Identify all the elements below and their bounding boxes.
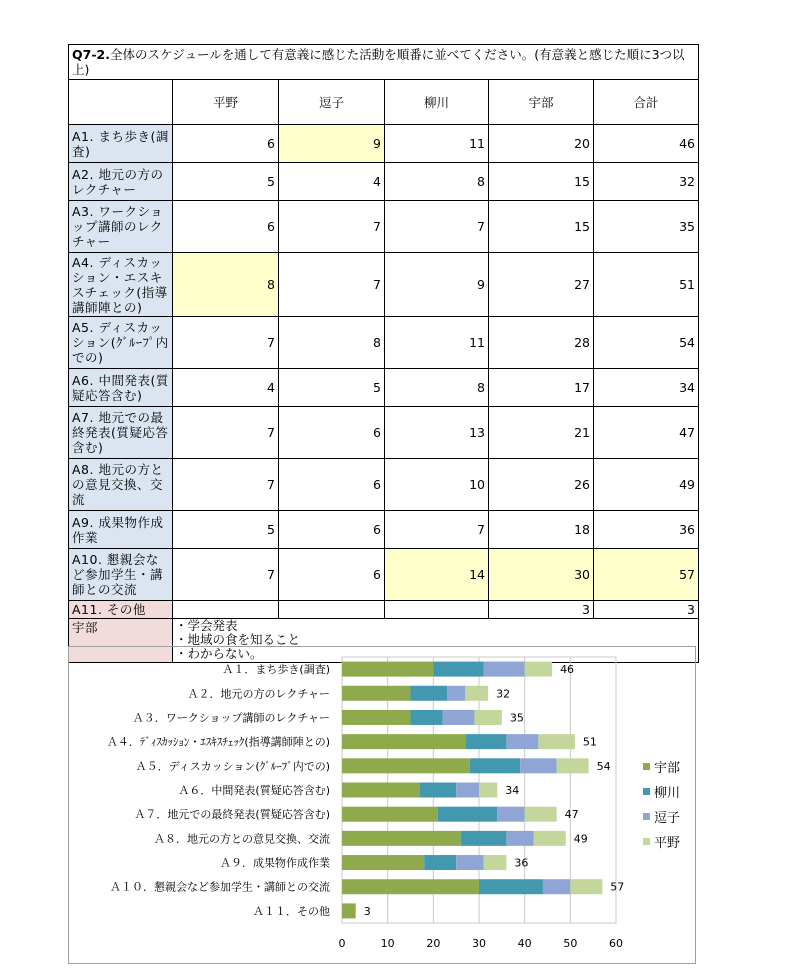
category-label: Ａ１０．懇親会など参加学生・講師との交流 bbox=[110, 880, 330, 894]
table-cell: 14 bbox=[385, 549, 489, 601]
total-label: 3 bbox=[363, 904, 371, 918]
bar-segment bbox=[525, 662, 552, 677]
bar-segment bbox=[342, 758, 470, 773]
table-cell: 20 bbox=[489, 125, 594, 163]
table-cell bbox=[279, 601, 385, 619]
bar-segment bbox=[424, 855, 456, 870]
note-line: ・地域の食を知ること bbox=[175, 632, 301, 647]
table-cell: 47 bbox=[594, 407, 699, 459]
column-header: 逗子 bbox=[279, 80, 385, 125]
note-line: ・わからない。 bbox=[175, 646, 263, 661]
bar-segment bbox=[534, 831, 566, 846]
row-label: A8. 地元の方との意見交換、交流 bbox=[69, 459, 173, 511]
table-cell bbox=[385, 601, 489, 619]
table-cell: 18 bbox=[489, 511, 594, 549]
bar-segment bbox=[520, 758, 557, 773]
table-cell: 30 bbox=[489, 549, 594, 601]
bar-segment bbox=[456, 783, 479, 798]
category-label: Ａ５．ディスカッション(ｸﾞﾙｰﾌﾟ内での) bbox=[135, 759, 330, 773]
table-title bbox=[69, 45, 699, 80]
bar-segment bbox=[465, 686, 488, 701]
table-row bbox=[69, 253, 699, 317]
table-row bbox=[69, 407, 699, 459]
table-cell: 7 bbox=[173, 317, 279, 369]
row-label: A5. ディスカッション(ｸﾞﾙｰﾌﾟ内での) bbox=[69, 317, 173, 369]
table-cell: 27 bbox=[489, 253, 594, 317]
table-cell: 6 bbox=[173, 201, 279, 253]
table-row bbox=[69, 163, 699, 201]
table-cell: 21 bbox=[489, 407, 594, 459]
table-cell: 7 bbox=[279, 201, 385, 253]
bar-segment bbox=[461, 831, 507, 846]
table-cell: 7 bbox=[385, 511, 489, 549]
bar-segment bbox=[342, 710, 411, 725]
table-cell: 9 bbox=[279, 125, 385, 163]
bar-segment bbox=[342, 662, 433, 677]
table-cell: 15 bbox=[489, 201, 594, 253]
table-cell: 11 bbox=[385, 125, 489, 163]
row-label: A3. ワークショップ講師のレクチャー bbox=[69, 201, 173, 253]
bar-segment bbox=[465, 734, 506, 749]
legend-swatch bbox=[643, 763, 650, 770]
table-cell: 49 bbox=[594, 459, 699, 511]
table-cell: 6 bbox=[279, 459, 385, 511]
bar-segment bbox=[525, 807, 557, 822]
question-number: Q7-2. bbox=[72, 47, 110, 62]
total-label: 32 bbox=[496, 687, 511, 701]
x-tick-label: 60 bbox=[609, 937, 623, 950]
table-cell: 8 bbox=[279, 317, 385, 369]
category-label: Ａ１．まち歩き(調査) bbox=[222, 663, 330, 677]
bar-segment bbox=[433, 662, 483, 677]
bar-segment bbox=[470, 758, 520, 773]
column-header: 宇部 bbox=[489, 80, 594, 125]
bar-segment bbox=[342, 879, 479, 894]
row-label: A9. 成果物作成作業 bbox=[69, 511, 173, 549]
table-cell: 13 bbox=[385, 407, 489, 459]
table-cell: 6 bbox=[279, 549, 385, 601]
legend-label: 柳川 bbox=[654, 786, 681, 801]
stacked-bar-chart bbox=[69, 647, 695, 963]
table-cell: 28 bbox=[489, 317, 594, 369]
row-label: A7. 地元での最終発表(質疑応答含む) bbox=[69, 407, 173, 459]
table-cell: 46 bbox=[594, 125, 699, 163]
x-tick-label: 30 bbox=[472, 937, 486, 950]
table-cell: 6 bbox=[173, 125, 279, 163]
category-label: Ａ１１．その他 bbox=[253, 904, 330, 918]
table-cell: 11 bbox=[385, 317, 489, 369]
bar-segment bbox=[342, 686, 411, 701]
note-line: ・学会発表 bbox=[175, 618, 238, 633]
bar-segment bbox=[342, 831, 461, 846]
x-tick-label: 10 bbox=[380, 937, 395, 950]
total-label: 57 bbox=[610, 880, 625, 894]
table-cell: 36 bbox=[594, 511, 699, 549]
bar-segment bbox=[479, 783, 497, 798]
table-cell: 6 bbox=[279, 511, 385, 549]
table-cell: 57 bbox=[594, 549, 699, 601]
category-label: Ａ４．ﾃﾞｨｽｶｯｼｮﾝ・ｴｽｷｽﾁｪｯｸ(指導講師陣との) bbox=[106, 735, 330, 749]
x-tick-label: 40 bbox=[517, 937, 532, 950]
table-cell: 51 bbox=[594, 253, 699, 317]
table-cell: 4 bbox=[279, 163, 385, 201]
bar-segment bbox=[506, 831, 533, 846]
x-tick-label: 0 bbox=[338, 937, 346, 950]
table-cell: 8 bbox=[385, 369, 489, 407]
bar-segment bbox=[484, 855, 507, 870]
table-row bbox=[69, 601, 699, 619]
total-label: 35 bbox=[509, 711, 524, 725]
bar-segment bbox=[456, 855, 483, 870]
table-cell: 17 bbox=[489, 369, 594, 407]
table-cell: 54 bbox=[594, 317, 699, 369]
results-table-wrap bbox=[68, 44, 698, 663]
category-label: Ａ６．中間発表(質疑応答含む) bbox=[178, 784, 330, 797]
row-label: A11. その他 bbox=[69, 601, 173, 619]
table-cell: 7 bbox=[173, 459, 279, 511]
table-cell: 7 bbox=[173, 407, 279, 459]
table-cell: 32 bbox=[594, 163, 699, 201]
row-label: A1. まち歩き(調査) bbox=[69, 125, 173, 163]
table-cell: 3 bbox=[594, 601, 699, 619]
table-cell bbox=[173, 601, 279, 619]
legend-label: 逗子 bbox=[654, 811, 681, 826]
table-cell: 7 bbox=[279, 253, 385, 317]
bar-segment bbox=[342, 903, 356, 918]
table-cell: 6 bbox=[279, 407, 385, 459]
category-label: Ａ８．地元の方との意見交換、交流 bbox=[154, 832, 330, 846]
bar-segment bbox=[420, 783, 457, 798]
row-label: A2. 地元の方のレクチャー bbox=[69, 163, 173, 201]
table-row bbox=[69, 511, 699, 549]
bar-segment bbox=[506, 734, 538, 749]
bar-segment bbox=[342, 783, 420, 798]
bar-segment bbox=[474, 710, 501, 725]
bar-segment bbox=[538, 734, 575, 749]
table-cell: 5 bbox=[173, 163, 279, 201]
table-cell: 26 bbox=[489, 459, 594, 511]
question-text: 全体のスケジュールを通して有意義に感じた活動を順番に並べてください。(有意義と感じた順に3つ以上) bbox=[72, 47, 685, 77]
category-label: Ａ７．地元での最終発表(質疑応答含む) bbox=[134, 808, 330, 822]
legend-label: 宇部 bbox=[654, 761, 681, 776]
table-row bbox=[69, 549, 699, 601]
row-label: A6. 中間発表(質疑応答含む) bbox=[69, 369, 173, 407]
bar-segment bbox=[411, 686, 448, 701]
x-tick-label: 50 bbox=[563, 937, 578, 950]
table-cell: 8 bbox=[173, 253, 279, 317]
bar-segment bbox=[557, 758, 589, 773]
x-tick-label: 20 bbox=[426, 937, 441, 950]
total-label: 47 bbox=[564, 808, 579, 822]
table-cell: 5 bbox=[279, 369, 385, 407]
row-label: A10. 懇親会など参加学生・講師との交流 bbox=[69, 549, 173, 601]
bar-segment bbox=[484, 662, 525, 677]
bar-segment bbox=[570, 879, 602, 894]
bar-segment bbox=[438, 807, 497, 822]
table-cell: 7 bbox=[173, 549, 279, 601]
table-row bbox=[69, 369, 699, 407]
note-label: 宇部 bbox=[69, 619, 173, 663]
table-cell: 34 bbox=[594, 369, 699, 407]
bar-segment bbox=[411, 710, 443, 725]
total-label: 36 bbox=[514, 856, 529, 870]
row-label: A4. ディスカッション・エスキスチェック(指導講師陣との) bbox=[69, 253, 173, 317]
table-cell: 8 bbox=[385, 163, 489, 201]
category-label: Ａ３．ワークショップ講師のレクチャー bbox=[132, 711, 330, 725]
table-cell: 15 bbox=[489, 163, 594, 201]
table-cell: 10 bbox=[385, 459, 489, 511]
bar-segment bbox=[342, 807, 438, 822]
bar-segment bbox=[342, 855, 424, 870]
bar-segment bbox=[342, 734, 465, 749]
table-cell: 3 bbox=[489, 601, 594, 619]
table-cell: 7 bbox=[385, 201, 489, 253]
total-label: 54 bbox=[596, 759, 611, 773]
total-label: 34 bbox=[505, 784, 520, 797]
legend-swatch bbox=[643, 838, 650, 845]
bar-segment bbox=[543, 879, 570, 894]
category-label: Ａ９．成果物作成作業 bbox=[220, 856, 330, 870]
bar-segment bbox=[497, 807, 524, 822]
legend-label: 平野 bbox=[654, 836, 681, 851]
chart-frame bbox=[68, 646, 696, 964]
table-row bbox=[69, 201, 699, 253]
table-row bbox=[69, 125, 699, 163]
total-label: 46 bbox=[560, 663, 575, 677]
bar-segment bbox=[479, 879, 543, 894]
column-header: 柳川 bbox=[385, 80, 489, 125]
bar-segment bbox=[447, 686, 465, 701]
column-header: 合計 bbox=[594, 80, 699, 125]
table-cell: 35 bbox=[594, 201, 699, 253]
table-cell: 5 bbox=[173, 511, 279, 549]
table-cell: 4 bbox=[173, 369, 279, 407]
results-table bbox=[68, 44, 699, 663]
category-label: Ａ２．地元の方のレクチャー bbox=[187, 687, 330, 701]
column-header: 平野 bbox=[173, 80, 279, 125]
bar-segment bbox=[442, 710, 474, 725]
legend-swatch bbox=[643, 813, 650, 820]
total-label: 49 bbox=[573, 832, 588, 846]
legend-swatch bbox=[643, 788, 650, 795]
total-label: 51 bbox=[582, 735, 597, 749]
table-row bbox=[69, 459, 699, 511]
table-cell: 9 bbox=[385, 253, 489, 317]
table-row bbox=[69, 317, 699, 369]
header-corner bbox=[69, 80, 173, 125]
